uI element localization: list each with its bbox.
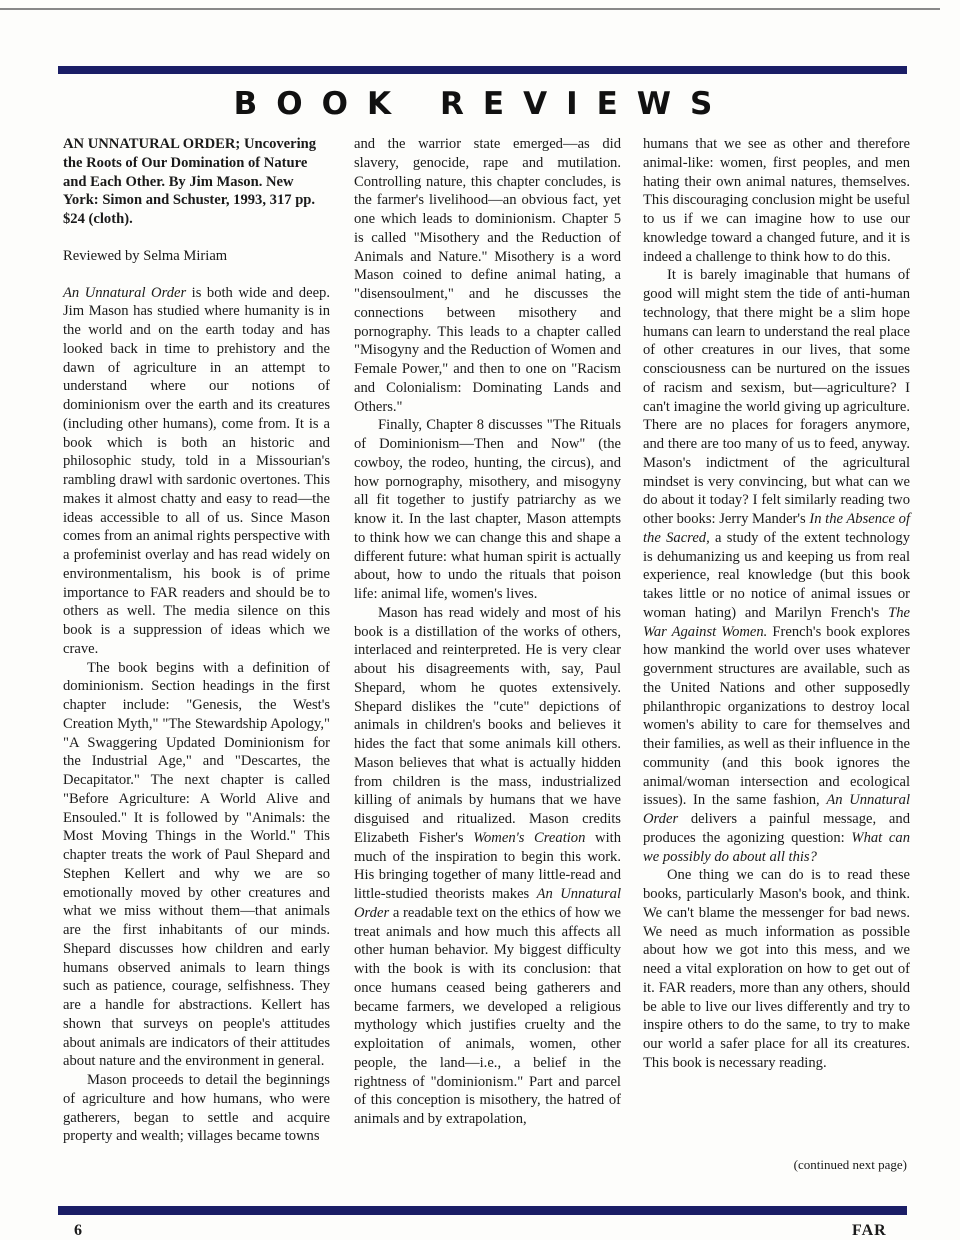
paragraph: It is barely imaginable that humans of good will might stem the tide of anti-human technology, that there might be a slim hope humans can learn to understand the real place of other creatures in our lives, that some consciousness can be nurtured on the issues of racism and sexism, but—agriculture? I can't imagine the world giving up agriculture. There are no places for foragers anymore, and there are too many of us to feed, anyway. Mason's indictment of the agricultural mindset is very convincing, but what can we do about it today? I felt similarly reading two other books: Jerry Mander's In the Absence of the Sacred, a study of the extent technology is dehumanizing us and keeping us from real experience, real knowledge (but this book takes little or no notice of animal issues or woman hating) and Marilyn French's The War Against Women. French's book explores how mankind the world over uses whatever government structures are available, such as the United Nations and other supposedly philanthropic organizations to destroy local women's ability to care for themselves and their families, as well as their influence in the community (and this book ignores the animal/woman intersection and ecological issues). In the same fashion, An Unnatural Order delivers a painful message, and produces the agonizing question: What can we possibly do about all this?: [643, 267, 911, 865]
heading-word-reviews: REVIEWS: [440, 86, 732, 122]
heading-word-book: BOOK: [233, 86, 411, 122]
magazine-name: FAR: [852, 1222, 887, 1239]
header-rule: [58, 66, 907, 74]
question-italic: What can we possibly do about all this?: [643, 829, 910, 865]
book-title-italic: In the Absence of the Sacred,: [643, 511, 911, 546]
column-1: [63, 135, 330, 1146]
scan-edge-rule: [0, 8, 940, 10]
paragraph: Mason has read widely and most of his book is a distillation of the works of others, interlaced and reinterpreted. He is very clear about his disagreements with, say, Paul Shepard, whom he quotes extensively. Shepard dislikes the "cute" depictions of animals in children's books and believes it hides the fact that some animals kill others. Mason believes that what is actually hidden from children is the mass, industrialized killing of animals by humans that we have disguised and ritualized. Mason credits Elizabeth Fisher's Women's Creation with much of the inspiration to begin this work. His bringing together of many little-read and little-studied theorists makes An Unnatural Order a readable text on the ethics of how we treat animals and how much this affects all other human behavior. My biggest difficulty with the book is with its conclusion: that once humans ceased being gatherers and became farmers, we developed a religious mythology which justifies cruelty and the exploitation of animals, women, other people, the land—i.e., a belief in the rightness of "dominionism." Part and parcel of this conception is misothery, the hatred of animals and by extrapolation,: [354, 604, 621, 1127]
paragraph: and the warrior state emerged—as did slavery, genocide, rape and mutilation. Controlling nature, this chapter concludes, is the farmer's livelihood—an obvious fact, yet one which leads to dominionism. Chapter 5 is called "Misothery and the Reduction of Animals and Nature." Misothery is a word Mason coined to define animal hating, a "disensoulment," and he discusses the connections between misothery and pornography. This leads to a chapter called "Misogyny and the Reduction of Women and Female Power," and then to one on "Racism and Colonialism: Dominating Lands and Others.": [354, 136, 621, 415]
paragraph: One thing we can do is to read these books, particularly Mason's book, and think. We can't blame the messenger for bad news. We need as much information as possible about how we got into this mess, and we need a vital exploration on how to get out of it. FAR readers, more than any others, should be able to live our lives differently and try to inspire others to do the same, to try to make our world a safer place for all its creatures. This book is necessary reading.: [643, 867, 910, 1071]
book-title-italic: The War Against Women.: [643, 604, 910, 640]
page-number: 6: [74, 1222, 82, 1239]
book-title-italic: An Unnatural Order: [643, 792, 911, 827]
section-heading: [58, 86, 907, 122]
book-title-italic: Women's Creation: [473, 829, 586, 846]
reviewer-byline: Reviewed by Selma Miriam: [63, 247, 228, 264]
column-2: [354, 135, 621, 1129]
footer-rule: [58, 1206, 907, 1215]
continued-note: (continued next page): [793, 1157, 907, 1172]
paragraph: An Unnatural Order is both wide and deep. Jim Mason has studied where humanity is in the world and on the earth today and has looked back in time to prehistory and the dawn of agriculture in an attempt to understand where our notions of dominionism over the earth and its creatures (including other humans), come from. It is a book which is both an historic and philosophic study, told in a Missourian's rambling drawl with sardonic overtones. This makes it almost chatty and easy to read—the ideas accessible to all of us. Since Mason comes from an animal rights perspective with a profeminist overlay and has read widely on environmentalism, his book is of prime importance to FAR readers and should be to others as well. The media silence on this book is a suppression of ideas which we crave.: [63, 284, 331, 657]
column-3: [643, 135, 910, 1073]
paragraph: Finally, Chapter 8 discusses "The Rituals of Dominionism—Then and Now" (the cowboy, the rodeo, hunting, the circus), and how pornography, misothery, and misogyny all fit together to justify patriarchy as we know it. In the last chapter, Mason attempts to think how we can change this and shape a different future: what human spirit is actually about, how to undo the rituals that poison life: animal life, women's lives.: [354, 417, 621, 602]
paragraph: Mason proceeds to detail the beginnings of agriculture and how humans, who were gatherers, began to settle and acquire property and wealth; villages became towns: [63, 1072, 330, 1145]
book-title-italic: An Unnatural Order: [63, 284, 187, 301]
book-title-italic: An Unnatural Order: [354, 886, 621, 921]
paragraph: The book begins with a definition of dominionism. Section headings in the first chapter include: "Genesis, the West's Creation Myth," "The Stewardship Apology," "A Swaggering Updated Dominionism for the Industrial Age," and "Descartes, the Decapitator." The next chapter is called "Before Agriculture: A World Alive and Ensouled." It is followed by "Animals: the Most Moving Things in the World." This chapter treats the work of Paul Shepard and Stephen Kellert and why we are so emotionally moved by other creatures and what we miss without them—that animals are the first inhabitants of our minds. Shepard discusses how children and early humans observed animals to learn things such as patience, courage, selfishness. They are a handle for abstractions. Kellert has shown that surveys on people's attitudes about animals are indicators of their attitudes about nature and the environment in general.: [63, 659, 330, 1070]
paragraph: humans that we see as other and therefore animal-like: women, first peoples, and men hating their own animal natures, themselves. This discouraging conclusion might be useful to us if we can imagine how to use our knowledge toward a changed future, and it is indeed a challenge to think how to do this.: [643, 136, 910, 265]
book-title-block: AN UNNATURAL ORDER; Uncovering the Roots of Our Domination of Nature and Each Other. By Jim Mason. New York: Simon and Schuster, 1993, 317 pp. $24 (cloth).: [63, 136, 317, 227]
